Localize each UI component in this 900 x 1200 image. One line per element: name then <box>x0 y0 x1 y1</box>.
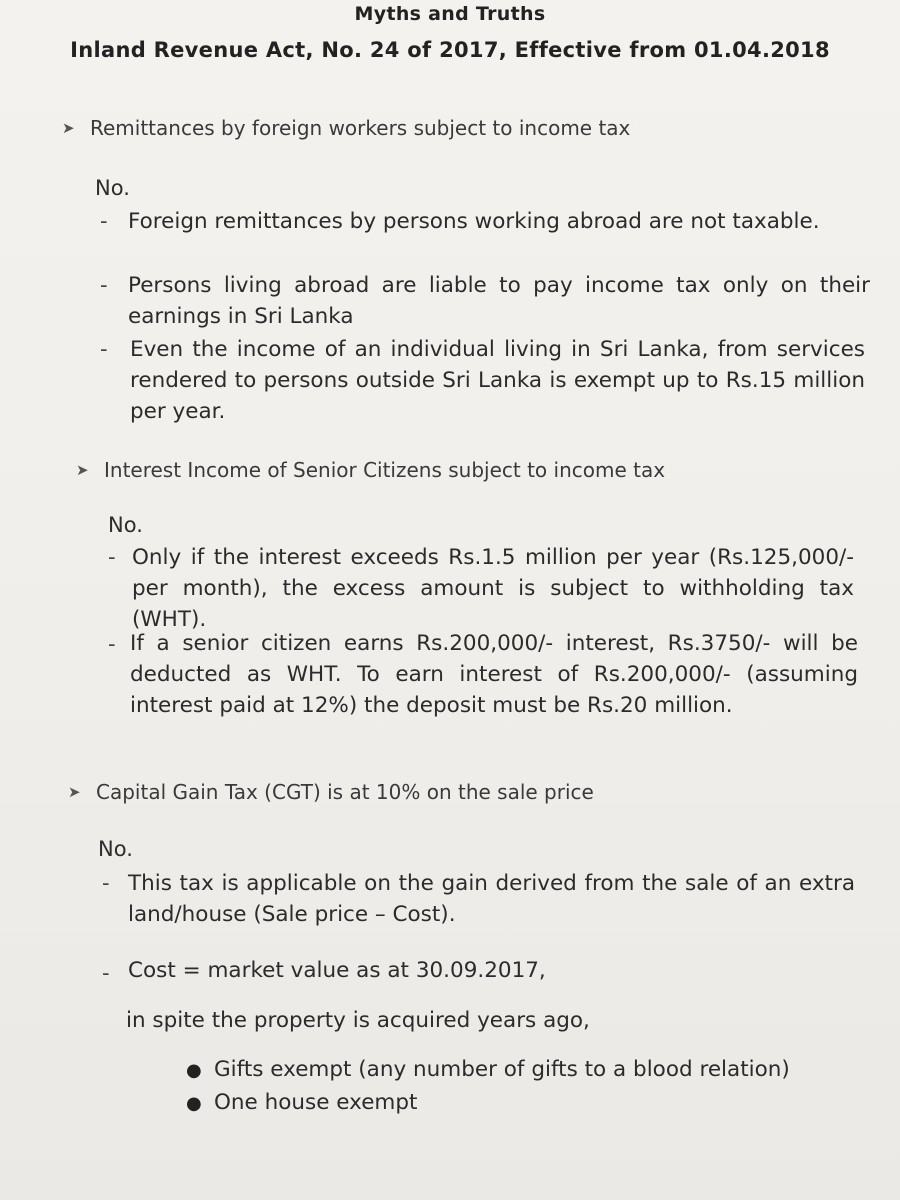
bullet-item: One house exempt <box>214 1090 418 1115</box>
dash-marker: - <box>108 545 116 569</box>
document-title: Myths and Truths <box>354 3 546 25</box>
dash-marker: - <box>100 273 108 297</box>
section-point: Only if the interest exceeds Rs.1.5 million per year (Rs.125,000/- per month), the excess amount is subject to withholding tax (WHT). <box>132 545 854 632</box>
section-answer: No. <box>95 176 130 200</box>
section-heading-text: Remittances by foreign workers subject to income tax <box>90 116 631 140</box>
section-heading-text: Capital Gain Tax (CGT) is at 10% on the sale price <box>96 780 594 804</box>
section-point: Persons living abroad are liable to pay income tax only on their earnings in Sri Lanka <box>128 273 870 329</box>
arrow-bullet-icon: ➤ <box>76 461 89 479</box>
dash-marker: - <box>102 961 110 985</box>
section-answer: No. <box>98 837 133 861</box>
arrow-bullet-icon: ➤ <box>62 119 75 137</box>
section-heading-1 <box>62 116 630 140</box>
section-point: Even the income of an individual living in Sri Lanka, from services rendered to persons outside Sri Lanka is exempt up to Rs.15 million per year. <box>130 337 865 424</box>
dash-marker: - <box>100 209 108 233</box>
section-point: If a senior citizen earns Rs.200,000/- interest, Rs.3750/- will be deducted as WHT. To earn interest of Rs.200,000/- (assuming interest paid at 12%) the deposit must be Rs.20 million. <box>130 631 858 718</box>
round-bullet-icon: ● <box>186 1060 202 1081</box>
section-heading-text: Interest Income of Senior Citizens subject to income tax <box>104 458 666 482</box>
dash-marker: - <box>100 337 108 361</box>
section-point: Foreign remittances by persons working abroad are not taxable. <box>128 209 820 234</box>
section-point: Cost = market value as at 30.09.2017, <box>128 958 546 983</box>
dash-marker: - <box>108 632 116 656</box>
section-point: This tax is applicable on the gain derived from the sale of an extra land/house (Sale price – Cost). <box>128 871 855 927</box>
section-heading-2 <box>76 458 665 482</box>
dash-marker: - <box>102 871 110 895</box>
continuation-text: in spite the property is acquired years ago, <box>126 1008 590 1033</box>
bullet-item: Gifts exempt (any number of gifts to a blood relation) <box>214 1057 790 1082</box>
arrow-bullet-icon: ➤ <box>68 783 81 801</box>
round-bullet-icon: ● <box>186 1093 202 1114</box>
section-heading-3 <box>68 780 594 804</box>
section-answer: No. <box>108 513 143 537</box>
document-subtitle: Inland Revenue Act, No. 24 of 2017, Effective from 01.04.2018 <box>70 38 830 62</box>
